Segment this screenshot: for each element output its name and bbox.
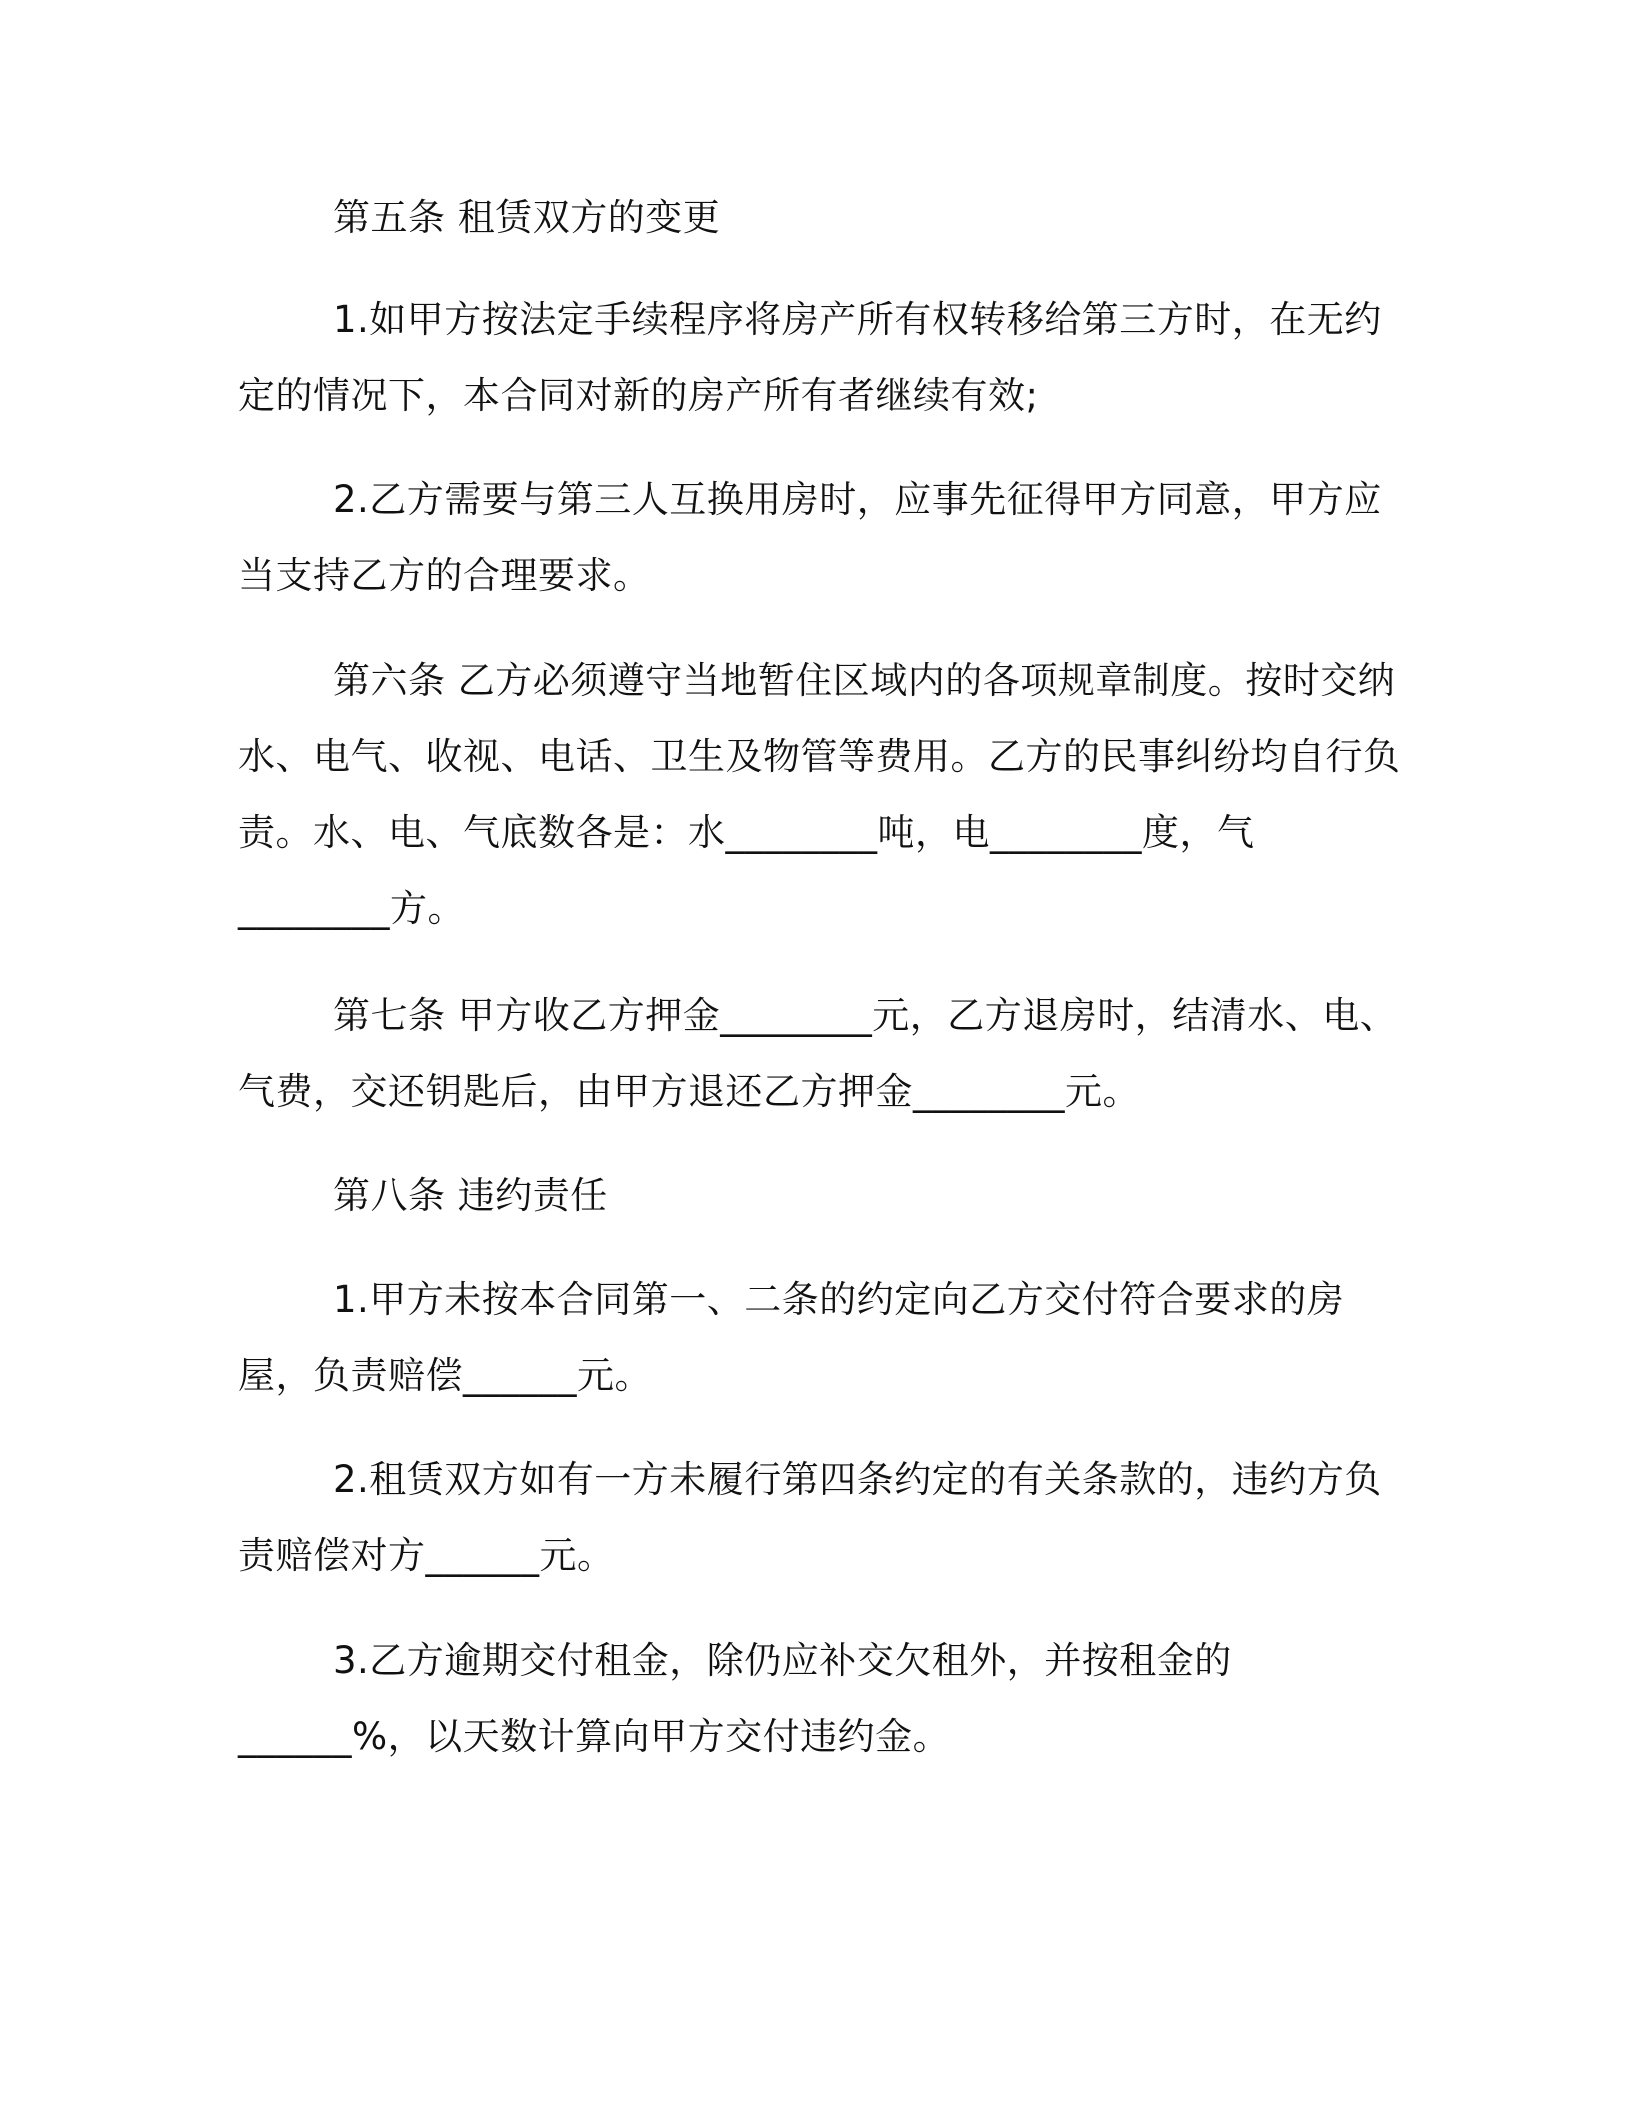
article-6-paragraph: 第六条 乙方必须遵守当地暂住区域内的各项规章制度。按时交纳水、电气、收视、电话、卫生及物管等费用。乙方的民事纠纷均自行负责。水、电、气底数各是：水________吨，电________度，气________方。: [238, 659, 1401, 930]
article-5-heading: 第五条 租赁双方的变更: [333, 196, 721, 239]
article-7-paragraph: 第七条 甲方收乙方押金________元，乙方退房时，结清水、电、气费，交还钥匙后，由甲方退还乙方押金________元。: [238, 994, 1398, 1113]
article-5-clause-1: 1.如甲方按法定手续程序将房产所有权转移给第三方时，在无约定的情况下，本合同对新的房产所有者继续有效;: [238, 298, 1382, 417]
article-8-heading: 第八条 违约责任: [333, 1174, 608, 1217]
article-8-clause-2: 2.租赁双方如有一方未履行第四条约定的有关条款的，违约方负责赔偿对方______元。: [238, 1458, 1382, 1577]
article-8-clause-1: 1.甲方未按本合同第一、二条的约定向乙方交付符合要求的房屋，负责赔偿______元。: [238, 1278, 1345, 1397]
article-5-clause-2: 2.乙方需要与第三人互换用房时，应事先征得甲方同意，甲方应当支持乙方的合理要求。: [238, 478, 1382, 597]
article-8-clause-3: 3.乙方逾期交付租金，除仍应补交欠租外，并按租金的______%，以天数计算向甲方交付违约金。: [238, 1639, 1232, 1758]
